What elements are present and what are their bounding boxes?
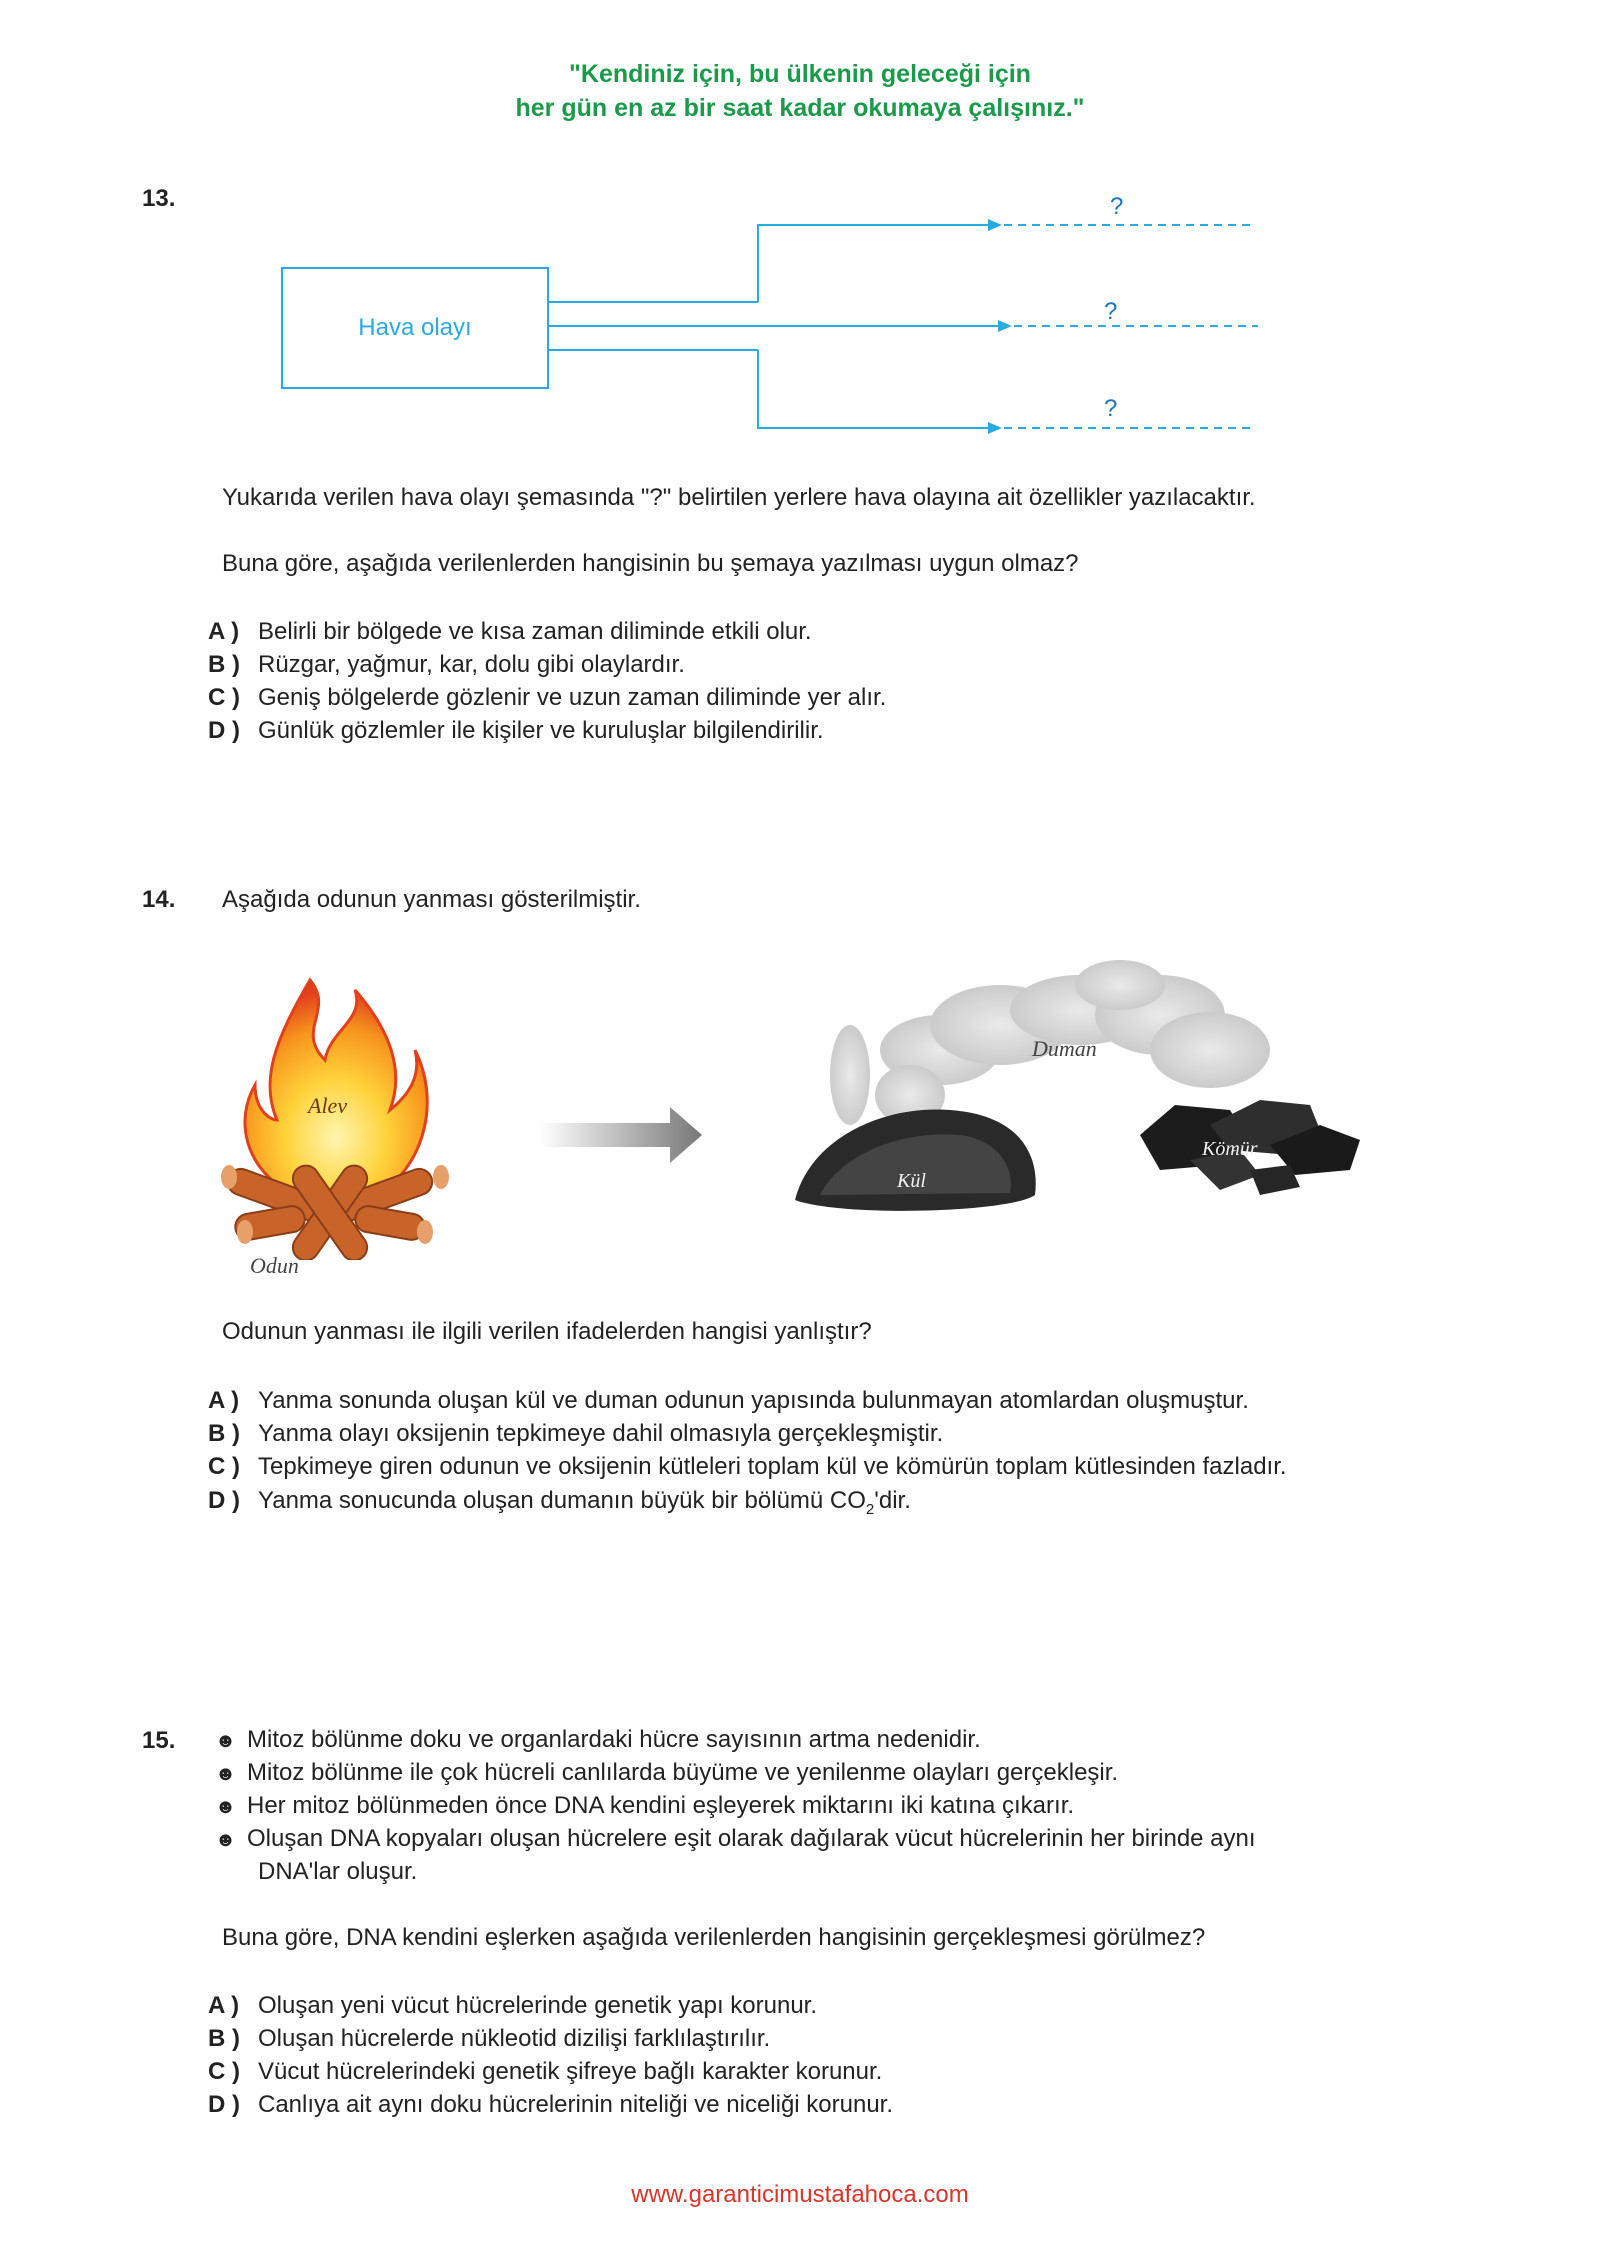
q14-option-a[interactable] bbox=[208, 1384, 1249, 1417]
bullet-icon: ☻ bbox=[215, 1796, 237, 1818]
option-label: D ) bbox=[208, 717, 240, 744]
footer-website-link[interactable]: www.garanticimustafahoca.com bbox=[631, 2181, 969, 2208]
question-14-stem: Odunun yanması ile ilgili verilen ifadelerden hangisi yanlıştır? bbox=[222, 1318, 872, 1345]
option-label: D ) bbox=[208, 1487, 240, 1514]
combustion-products-illustration bbox=[790, 955, 1370, 1225]
label-kul: Kül bbox=[897, 1170, 926, 1192]
flame-shape bbox=[245, 980, 427, 1190]
option-text: Belirli bir bölgede ve kısa zaman diliminde etkili olur. bbox=[258, 618, 812, 645]
label-alev: Alev bbox=[308, 1093, 348, 1118]
label-odun: Odun bbox=[250, 1253, 299, 1278]
question-14-number: 14. bbox=[142, 886, 176, 913]
weather-event-box-label: Hava olayı bbox=[358, 314, 472, 341]
motto-line-1: "Kendiniz için, bu ülkenin geleceği için bbox=[569, 60, 1031, 88]
transformation-arrow bbox=[540, 1105, 705, 1165]
q14-option-c[interactable] bbox=[208, 1450, 1287, 1483]
option-text: Oluşan yeni vücut hücrelerinde genetik yapı korunur. bbox=[258, 1992, 817, 2019]
question-13-number: 13. bbox=[142, 185, 176, 212]
arrow-head-middle bbox=[998, 320, 1012, 332]
q13-option-d[interactable] bbox=[208, 714, 824, 747]
q13-option-b[interactable] bbox=[208, 648, 685, 681]
option-text: Günlük gözlemler ile kişiler ve kuruluşlar bilgilendirilir. bbox=[258, 717, 824, 744]
question-13-stem: Buna göre, aşağıda verilenlerden hangisinin bu şemaya yazılması uygun olmaz? bbox=[222, 550, 1079, 577]
question-15-number: 15. bbox=[142, 1727, 176, 1754]
option-text: Yanma olayı oksijenin tepkimeye dahil olmasıyla gerçekleşmiştir. bbox=[258, 1420, 944, 1447]
option-text: Rüzgar, yağmur, kar, dolu gibi olaylardır. bbox=[258, 651, 685, 678]
bullet-icon: ☻ bbox=[215, 1829, 237, 1851]
question-mark-middle: ? bbox=[1104, 298, 1118, 325]
question-mark-bottom: ? bbox=[1104, 395, 1118, 422]
option-label: C ) bbox=[208, 2058, 240, 2085]
bullet-text: Mitoz bölünme doku ve organlardaki hücre sayısının artma nedenidir. bbox=[247, 1726, 981, 1753]
question-mark-top: ? bbox=[1110, 193, 1124, 220]
option-label: B ) bbox=[208, 2025, 240, 2052]
bullet-text: Oluşan DNA kopyaları oluşan hücrelere eşit olarak dağılarak vücut hücrelerinin her birinde aynı bbox=[247, 1825, 1256, 1852]
arrow-head-top bbox=[988, 219, 1002, 231]
option-text-suffix: 'dir. bbox=[874, 1487, 911, 1514]
option-label: B ) bbox=[208, 1420, 240, 1447]
q15-option-d[interactable] bbox=[208, 2088, 893, 2121]
bullet-icon: ☻ bbox=[215, 1730, 237, 1752]
q15-bullet-2 bbox=[215, 1756, 1118, 1791]
arrow-head-bottom bbox=[988, 422, 1002, 434]
option-text: Tepkimeye giren odunun ve oksijenin kütleleri toplam kül ve kömürün toplam kütlesinden fazladır. bbox=[258, 1453, 1287, 1480]
bullet-icon: ☻ bbox=[215, 1763, 237, 1785]
q13-option-c[interactable] bbox=[208, 681, 886, 714]
q14-option-b[interactable] bbox=[208, 1417, 943, 1450]
q15-bullet-4 bbox=[215, 1822, 1256, 1857]
label-duman: Duman bbox=[1032, 1036, 1097, 1061]
option-text: Yanma sonucunda oluşan dumanın büyük bir bölümü CO bbox=[258, 1487, 866, 1514]
bullet-text: Her mitoz bölünmeden önce DNA kendini eşleyerek miktarını iki katına çıkarır. bbox=[247, 1792, 1075, 1819]
question-14-intro: Aşağıda odunun yanması gösterilmiştir. bbox=[222, 886, 641, 913]
q15-bullet-4-continuation: DNA'lar oluşur. bbox=[258, 1858, 418, 1885]
q15-option-a[interactable] bbox=[208, 1989, 817, 2022]
option-label: C ) bbox=[208, 1453, 240, 1480]
ash-pile bbox=[795, 1110, 1036, 1211]
q13-option-a[interactable] bbox=[208, 615, 812, 648]
q15-option-c[interactable] bbox=[208, 2055, 882, 2088]
option-text: Yanma sonunda oluşan kül ve duman odunun yapısında bulunmayan atomlardan oluşmuştur. bbox=[258, 1387, 1249, 1414]
option-text: Canlıya ait aynı doku hücrelerinin niteliği ve niceliği korunur. bbox=[258, 2091, 894, 2118]
option-label: C ) bbox=[208, 684, 240, 711]
option-text: Geniş bölgelerde gözlenir ve uzun zaman diliminde yer alır. bbox=[258, 684, 887, 711]
co2-subscript: 2 bbox=[865, 1500, 875, 1518]
option-label: A ) bbox=[208, 618, 240, 645]
option-label: A ) bbox=[208, 1387, 240, 1414]
q15-bullet-3 bbox=[215, 1789, 1074, 1824]
label-komur: Kömür bbox=[1202, 1138, 1258, 1160]
option-text: Oluşan hücrelerde nükleotid dizilişi farklılaştırılır. bbox=[258, 2025, 771, 2052]
q15-bullet-1 bbox=[215, 1723, 981, 1758]
question-15-stem: Buna göre, DNA kendini eşlerken aşağıda verilenlerden hangisinin gerçekleşmesi görülmez? bbox=[222, 1924, 1206, 1951]
option-label: D ) bbox=[208, 2091, 240, 2118]
option-label: A ) bbox=[208, 1992, 240, 2019]
option-text: Vücut hücrelerindeki genetik şifreye bağlı karakter korunur. bbox=[258, 2058, 883, 2085]
question-13-intro: Yukarıda verilen hava olayı şemasında "?" belirtilen yerlere hava olayına ait özellikler yazılacaktır. bbox=[222, 484, 1256, 511]
motto-line-2: her gün en az bir saat kadar okumaya çalışınız." bbox=[515, 94, 1085, 122]
arrow-icon bbox=[540, 1107, 702, 1163]
q14-option-d[interactable] bbox=[208, 1484, 911, 1526]
q15-option-b[interactable] bbox=[208, 2022, 770, 2055]
bullet-text: Mitoz bölünme ile çok hücreli canlılarda büyüme ve yenilenme olayları gerçekleşir. bbox=[247, 1759, 1119, 1786]
option-label: B ) bbox=[208, 651, 240, 678]
